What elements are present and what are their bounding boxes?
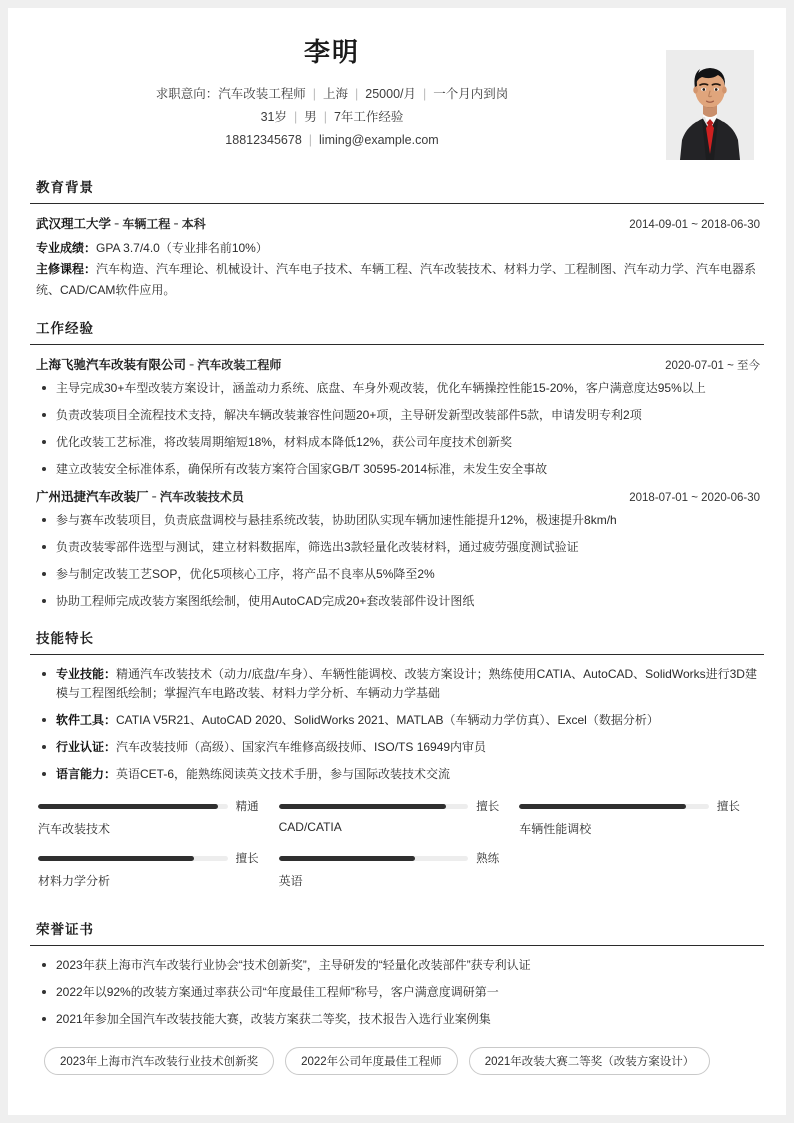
resume-header <box>30 38 764 160</box>
meta-separator: | <box>355 86 359 101</box>
skill-bar-track <box>279 804 469 809</box>
skill-bullet-list <box>30 665 764 784</box>
portrait-photo-icon <box>666 50 754 160</box>
job-intent: 求职意向：汽车改装工程师 <box>155 86 306 101</box>
section-title-education: 教育背景 <box>30 176 764 204</box>
avatar <box>666 50 754 160</box>
education-courses-row <box>30 259 764 301</box>
work-date: 2018-07-01 ~ 2020-06-30 <box>629 492 760 504</box>
skill-name-label: 汽车改装技术 <box>38 822 111 836</box>
honor-bullet-list <box>30 956 764 1029</box>
work-date: 2020-07-01 ~ 至今 <box>665 360 760 372</box>
work-bullet: 参与赛车改装项目，负责底盘调校与悬挂系统改装，协助团队实现车辆加速性能提升12%，极速提升8km/h <box>30 511 764 530</box>
school-name: 武汉理工大学 <box>36 217 112 231</box>
page-title: 李明 <box>303 37 360 67</box>
phone-number[interactable]: 18812345678 <box>225 132 302 147</box>
section-title-honors: 荣誉证书 <box>30 918 764 946</box>
header-meta-line-3 <box>30 129 634 152</box>
skill-bullet-label: 语言能力： <box>56 767 117 781</box>
skill-level-label: 精通 <box>235 801 259 813</box>
title-separator: - <box>189 356 195 373</box>
honor-bullet: 2021年参加全国汽车改装技能大赛，改装方案获二等奖，技术报告入选行业案例集 <box>30 1010 764 1029</box>
job-availability: 一个月内到岗 <box>433 86 509 101</box>
courses-value: 汽车构造、汽车理论、机械设计、汽车电子技术、车辆工程、汽车改装技术、材料力学、工程制图、汽车动力学、汽车电器系统、CAD/CAM软件应用。 <box>36 262 757 297</box>
education-entry-head <box>30 214 764 233</box>
skill-bar-fill <box>279 856 416 861</box>
work-entry-titles <box>36 355 281 374</box>
skill-bar-track <box>279 856 469 861</box>
header-meta-line-2 <box>30 106 634 129</box>
skill-name-label: 材料力学分析 <box>38 874 111 888</box>
work-entry <box>30 487 764 611</box>
work-bullet: 负责改装零部件选型与测试，建立材料数据库，筛选出3款轻量化改装材料，通过疲劳强度测试验证 <box>30 538 764 557</box>
work-bullet: 协助工程师完成改装方案图纸绘制，使用AutoCAD完成20+套改装部件设计图纸 <box>30 592 764 611</box>
company-name: 广州迅捷汽车改装厂 <box>36 490 149 504</box>
major-name: 车辆工程 <box>122 217 171 231</box>
skill-level-label: 熟练 <box>476 853 500 865</box>
job-city: 上海 <box>323 86 349 101</box>
gpa-label: 专业成绩： <box>36 241 97 255</box>
work-entry-head <box>30 487 764 506</box>
skill-bar-row <box>519 798 740 814</box>
work-bullet: 负责改装项目全流程技术支持，解决车辆改装兼容性问题20+项，主导研发新型改装部件5款，申请发明专利2项 <box>30 406 764 425</box>
work-bullet-list <box>30 511 764 611</box>
header-meta-line-1 <box>30 83 634 106</box>
skill-bar-fill <box>279 804 446 809</box>
skill-bar-item <box>38 850 279 889</box>
skill-bullet-label: 行业认证： <box>56 740 117 754</box>
gender: 男 <box>304 109 317 124</box>
years-experience: 7年工作经验 <box>333 109 404 124</box>
skill-name-label: 英语 <box>278 874 303 888</box>
meta-separator: | <box>423 86 427 101</box>
work-bullet-list <box>30 379 764 479</box>
meta-separator: | <box>308 132 313 147</box>
skill-bar-row <box>279 798 500 814</box>
title-separator: - <box>173 215 179 232</box>
degree-name: 本科 <box>181 217 206 231</box>
work-bullet: 主导完成30+车型改装方案设计，涵盖动力系统、底盘、车身外观改装，优化车辆操控性能15-20%，客户满意度达95%以上 <box>30 379 764 398</box>
skill-bar-fill <box>38 804 218 809</box>
header-text-block <box>30 38 764 152</box>
section-education <box>30 176 764 301</box>
work-entry-titles <box>36 487 244 506</box>
job-role: 汽车改装工程师 <box>197 358 282 372</box>
skill-bar-row <box>279 850 500 866</box>
title-separator: - <box>151 488 157 505</box>
company-name: 上海飞驰汽车改装有限公司 <box>36 358 187 372</box>
work-bullet: 参与制定改装工艺SOP，优化5项核心工序，将产品不良率从5%降至2% <box>30 565 764 584</box>
skill-bullet <box>30 765 764 784</box>
honor-bullet: 2023年获上海市汽车改装行业协会“技术创新奖”，主导研发的“轻量化改装部件”获专利认证 <box>30 956 764 975</box>
skill-bullet-text: 精通汽车改装技术（动力/底盘/车身）、车辆性能调校、改装方案设计；熟练使用CATIA、AutoCAD、SolidWorks进行3D建模与工程图纸绘制；掌握汽车电路改装、材料力学分析、车辆动力学基础 <box>56 667 757 700</box>
honor-tag[interactable]: 2021年改装大赛二等奖（改装方案设计） <box>469 1047 711 1075</box>
skill-level-label: 擅长 <box>235 853 259 865</box>
skill-bar-fill <box>38 856 194 861</box>
education-gpa-row <box>30 238 764 259</box>
skill-level-label: 擅长 <box>476 801 500 813</box>
section-title-work: 工作经验 <box>30 317 764 345</box>
skill-bar-grid <box>30 792 764 902</box>
skill-bullet-text: 汽车改装技师（高级）、国家汽车维修高级技师、ISO/TS 16949内审员 <box>116 740 487 754</box>
skill-bar-item <box>279 798 520 837</box>
honor-tag[interactable]: 2023年上海市汽车改装行业技术创新奖 <box>44 1047 274 1075</box>
skill-bullet <box>30 665 764 703</box>
skill-bar-item <box>279 850 520 889</box>
skill-level-label: 擅长 <box>716 801 740 813</box>
honor-tag-list <box>30 1037 764 1079</box>
education-entry-titles <box>36 214 206 233</box>
courses-label: 主修课程： <box>36 262 97 276</box>
section-skills <box>30 627 764 902</box>
skill-bullet-label: 专业技能： <box>56 667 117 681</box>
skill-bar-item <box>38 798 279 837</box>
work-entry <box>30 355 764 479</box>
work-entry-list <box>30 355 764 611</box>
education-date: 2014-09-01 ~ 2018-06-30 <box>629 219 760 231</box>
job-role: 汽车改装技术员 <box>159 490 244 504</box>
honor-tag[interactable]: 2022年公司年度最佳工程师 <box>285 1047 458 1075</box>
skill-bar-row <box>38 798 259 814</box>
skill-bar-track <box>38 804 228 809</box>
skill-bar-track <box>519 804 709 809</box>
meta-separator: | <box>293 109 298 124</box>
work-bullet: 建立改装安全标准体系，确保所有改装方案符合国家GB/T 30595-2014标准，未发生安全事故 <box>30 460 764 479</box>
honor-bullet: 2022年以92%的改装方案通过率获公司“年度最佳工程师”称号，客户满意度调研第一 <box>30 983 764 1002</box>
meta-separator: | <box>323 109 327 124</box>
skill-bullet <box>30 738 764 757</box>
skill-bar-row <box>38 850 259 866</box>
skill-name-label: 车辆性能调校 <box>519 822 592 836</box>
gpa-value: GPA 3.7/4.0（专业排名前10%） <box>96 241 268 255</box>
skill-bar-track <box>38 856 228 861</box>
work-entry-head <box>30 355 764 374</box>
skill-bullet-label: 软件工具： <box>56 713 117 727</box>
skill-bar-fill <box>519 804 686 809</box>
section-title-skills: 技能特长 <box>30 627 764 655</box>
skill-name-label: CAD/CATIA <box>278 820 342 834</box>
meta-separator: | <box>312 86 316 101</box>
education-entry <box>30 214 764 301</box>
skill-bullet-text: CATIA V5R21、AutoCAD 2020、SolidWorks 2021、MATLAB（车辆动力学仿真）、Excel（数据分析） <box>116 713 659 727</box>
section-honors <box>30 918 764 1079</box>
email-address[interactable]: liming@example.com <box>319 132 439 147</box>
skill-bullet-text: 英语CET-6，能熟练阅读英文技术手册，参与国际改装技术交流 <box>116 767 451 781</box>
section-work <box>30 317 764 611</box>
skill-bar-item <box>519 798 760 837</box>
skill-bullet <box>30 711 764 730</box>
title-separator: - <box>114 215 120 232</box>
job-salary: 25000/月 <box>365 86 416 101</box>
age: 31岁 <box>260 109 287 124</box>
resume-page <box>8 8 786 1115</box>
work-bullet: 优化改装工艺标准，将改装周期缩短18%，材料成本降低12%，获公司年度技术创新奖 <box>30 433 764 452</box>
